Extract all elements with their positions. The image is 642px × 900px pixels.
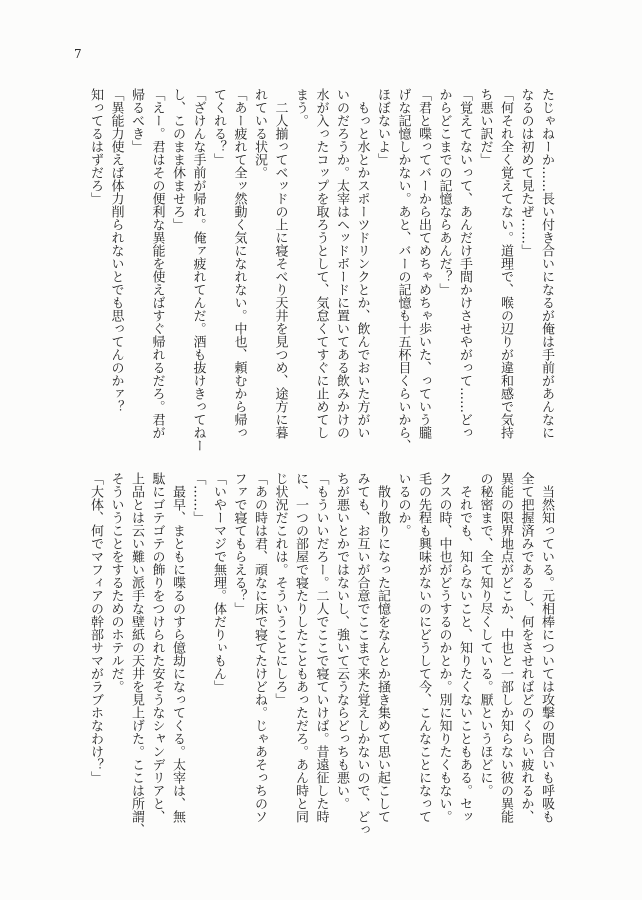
text-line: 水が入ったコップを取ろうとして、気怠くてすぐに止めてし [313, 88, 329, 439]
text-line: じ状況だこれは。そういうことにしろ」 [272, 472, 288, 706]
text-line: てくれる？」 [211, 88, 226, 166]
text-line: みても、お互いが合意でここまで来た覚えしかないので、どっ [354, 472, 370, 836]
text-line: 「……」 [190, 472, 206, 524]
text-line: 駄にゴテゴテの飾りをつけられた安そうなシャンデリアと、 [149, 472, 165, 823]
text-line: ほぼないよ」 [375, 88, 390, 166]
text-line: 「あの時は君、頑なに床で寝てたけどね。じゃあそっちのソ [252, 472, 267, 823]
text-line: の秘密まで、全て知り尽くしている。厭というほどに。 [477, 472, 493, 797]
text-line: 知ってるはずだろ」 [88, 88, 103, 205]
text-line: 二人揃ってベッドの上に寝そべり天井を見つめ、途方に暮 [272, 88, 288, 439]
text-line: 「覚えてないって、あんだけ手間かけさせやがって……どっ [457, 88, 472, 439]
text-line: 「あー疲れて全ッ然動く気になれない。中也、頼むから帰っ [231, 88, 247, 439]
text-line: し、このまま休ませろ」 [170, 88, 185, 231]
lower-text-block [85, 472, 557, 844]
text-line: それでも、知らないこと、知りたくないこともある。セッ [457, 472, 472, 823]
text-line: れている状況。 [252, 88, 267, 179]
text-line: 散り散りになった記憶をなんとか掻き集めて思い起こして [375, 472, 390, 823]
text-line: 「いやーマジで無理。体だりぃもん」 [211, 472, 226, 693]
text-line: に、一つの部屋で寝たりしたこともあっただろ。あん時と同 [293, 472, 308, 823]
text-line: いるのか。 [395, 472, 411, 537]
text-line: 最早、まともに喋るのすら億劫になってくる。太宰は、無 [170, 472, 185, 823]
text-line: げな記憶しかない。あと、バーの記憶も十五杯目くらいから、 [395, 88, 411, 452]
text-line: そういうことをするためのホテルだ。 [108, 472, 124, 693]
upper-text-block [85, 88, 557, 460]
text-line: 「異能力使えば体力削られないとでも思ってんのかァ？ [108, 88, 124, 413]
page-number: 7 [74, 47, 82, 61]
text-line: 「君と喋ってバーから出てめちゃめちゃ歩いた、っていう朧 [416, 88, 431, 439]
text-line: 帰るべき」 [129, 88, 144, 153]
text-line: ファで寝てもらえる？」 [231, 472, 247, 615]
text-line: 「ざけんな手前が帰れ。俺ァ疲れてんだ。酒も抜けきってねー [190, 88, 206, 452]
text-line: 当然知っている。元相棒については攻撃の間合いも呼吸も [539, 472, 554, 823]
text-line: からどこまでの記憶ならあんだ？」 [436, 88, 452, 296]
text-line: なるのは初めて見たぜ……」 [518, 88, 534, 257]
text-line: クスの時、中也がどうするのかとか。別に知りたくもない。 [436, 472, 452, 823]
text-line: 上品とは云い難い派手な壁紙の天井を見上げた。ここは所謂、 [129, 472, 144, 836]
text-line: 毛の先程も興味がないのにどうして今、こんなことになって [416, 472, 431, 823]
text-line: ちが悪いとかではないし、強いて云うならどっちも悪い。 [334, 472, 349, 810]
text-line: 「もういいだろー。二人でここで寝ていけば。昔遠征した時 [313, 472, 329, 823]
text-line: まう。 [293, 88, 308, 127]
text-line: 異能の限界地点がどこか、中也と一部しか知らない彼の異能 [498, 472, 513, 823]
text-line: 「えー。君はその便利な異能を使えばすぐ帰れるだろ。君が [149, 88, 165, 439]
text-line: ち悪い訳だ」 [477, 88, 493, 166]
text-line: もっと水とかスポーツドリンクとか、飲んでおいた方がい [354, 88, 370, 439]
text-line: いのだろうか。太宰はヘッドボードに置いてある飲みかけの [334, 88, 349, 439]
text-line: たじゃねーか……長い付き合いになるが俺は手前があんなに [539, 88, 554, 439]
text-line: 全て把握済みであるし、何をさせればどのくらい疲れるか、 [518, 472, 534, 823]
text-line: 「大体、何でマフィアの幹部サマがラブホなわけ？」 [88, 472, 103, 784]
text-line: 「何それ全く覚えてない。道理で、喉の辺りが違和感で気持 [498, 88, 513, 439]
